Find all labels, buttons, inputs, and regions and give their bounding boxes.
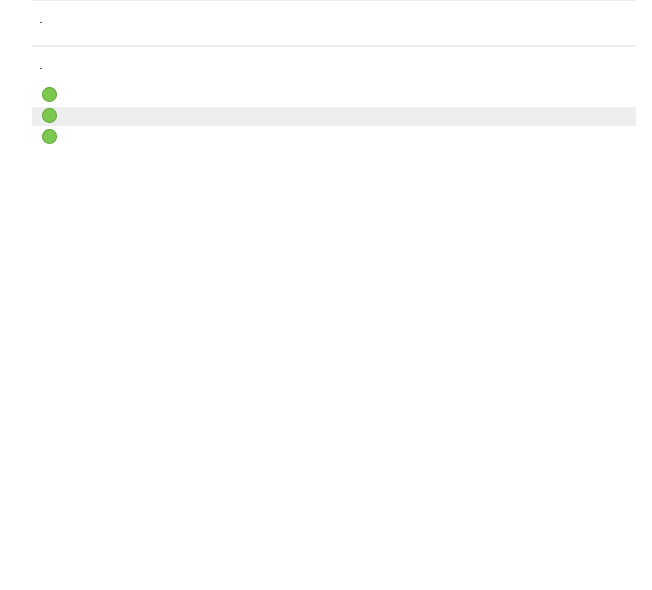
spec-table-features bbox=[32, 0, 636, 7]
tdp-row bbox=[32, 128, 636, 147]
help-icon[interactable] bbox=[42, 87, 57, 102]
memory-controller-label bbox=[32, 45, 243, 47]
integrated-graphics-value bbox=[243, 41, 636, 43]
help-icon[interactable] bbox=[42, 108, 57, 123]
spec-table-peripherals bbox=[32, 39, 636, 53]
tdp-value bbox=[243, 128, 636, 147]
vcore-label-cell bbox=[32, 86, 243, 105]
low-power-label bbox=[32, 3, 243, 5]
spec-table-electrical bbox=[32, 84, 636, 149]
memory-controller-row bbox=[32, 45, 636, 47]
tdp-label-cell bbox=[32, 128, 243, 147]
other-peripherals-label bbox=[32, 49, 243, 51]
max-temp-value bbox=[243, 107, 636, 126]
vcore-row bbox=[32, 86, 636, 105]
integrated-graphics-label bbox=[32, 41, 243, 43]
other-peripherals-row bbox=[32, 49, 636, 51]
integrated-graphics-row bbox=[32, 41, 636, 43]
vcore-value bbox=[243, 86, 636, 105]
low-power-row bbox=[32, 3, 636, 5]
features-row bbox=[32, 0, 636, 1]
features-value bbox=[243, 0, 636, 1]
section-heading-electrical bbox=[40, 65, 42, 69]
section-heading-peripherals bbox=[40, 19, 42, 23]
features-label bbox=[32, 0, 243, 1]
max-temp-row bbox=[32, 107, 636, 126]
help-icon[interactable] bbox=[42, 129, 57, 144]
memory-controller-value bbox=[243, 45, 636, 47]
max-temp-label-cell bbox=[32, 107, 243, 126]
low-power-value bbox=[243, 3, 636, 5]
other-peripherals-value bbox=[243, 49, 636, 51]
